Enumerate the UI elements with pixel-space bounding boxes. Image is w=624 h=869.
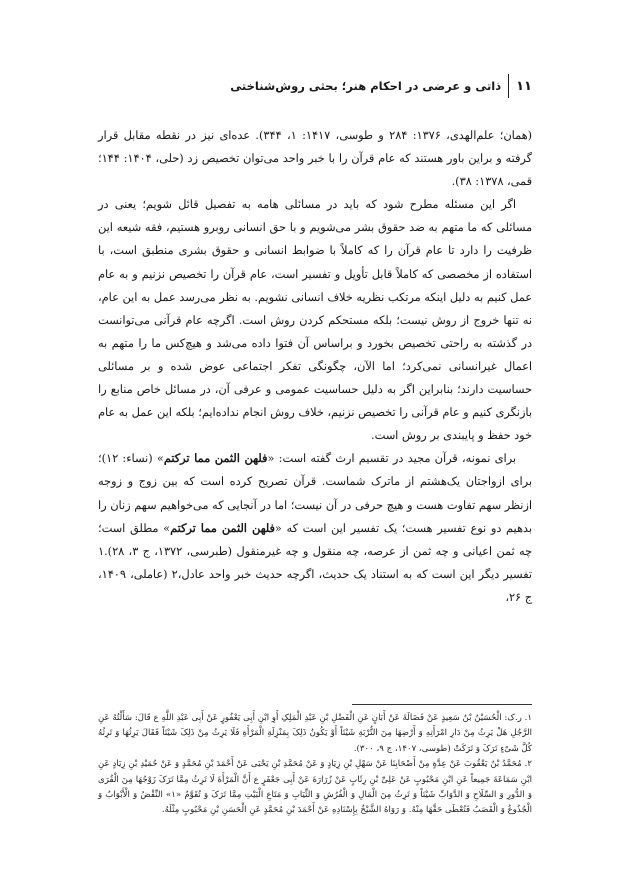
quran-quote-1: فلهن الثمن مما ترکتم [163, 451, 268, 466]
paragraph-2: اگر این مسئله مطرح شود که باید در مسائلی هامه به تفصیل قائل شویم؛ یعنی در مسائلی که ما متهم به ضد حقوق بشر می‌شویم و با حق انسانی روبرو هستیم، فقه شیعه این ظرفیت را دارد تا عام قرآن را که کاملاً با ضوابط انسانی و حقوق بشری منطبق است، با استفاده از مخصصی که کاملاً قابل تأویل و تفسیر است، عام قرآن را تخصیص نزنیم و به عام عمل کنیم به دلیل اینکه مرتکب نظریه خلاف انسانی نشویم. به نظر می‌رسد عمل به این عام، نه تنها خروج از روش نیست؛ بلکه مستحکم کردن روش است. اگرچه عام قرآنی می‌توانست در گذشته به راحتی تخصیص بخورد و براساس آن فتوا داده می‌شد و هیچ‌کس ما را متهم به اعمال غیرانسانی نمی‌کرد؛ اما الآن، چگونگی تفکر اجتماعی عوض شده و بر مسائلی حساسیت دارند؛ بنابراین اگر به دلیل حساسیت عمومی و عرفی آن، در مسائل خاص منابع را بازنگری کنیم و عام قرآنی را تخصیص نزنیم، خلاف روش انجام نداده‌ایم؛ بلکه این عمل به عام خود حفظ و پایبندی بر روش است. [98, 198, 532, 443]
page-number: ۱۱ [516, 78, 532, 94]
quran-quote-2: فلهن الثمن مما ترکتم [170, 520, 275, 535]
footnotes [98, 711, 532, 819]
paragraph-3-text-b: » (نساء: ۱۲)؛ برای ازواجتان یک‌هشتم از ماترک شماست. قرآن تصریح کرده است که بین زوج و زوجه ازنظر سهم تفاوت هست و هیچ حرفی در آن نیست؛ اما در آنجایی که می‌خواهیم سهم زنان را بدهیم دو نوع تفسیر هست؛ یک تفسیر این است که « [98, 452, 532, 535]
footnote-divider [352, 704, 532, 705]
running-header [96, 76, 532, 96]
paragraph-3 [98, 447, 532, 609]
footnote-1: ۱. ر.ک: الْحُسَیْنُ بْنُ سَعِیدٍ عَنْ فَضَالَةَ عَنْ أَبَانٍ عَنِ الْفَضْلِ بْنِ عَبْدِ الْمَلِکِ أَوِ ابْنِ أَبِی یَعْفُورٍ عَنْ أَبِی عَبْدِ اللَّهِ ع قَالَ: سَأَلْتُهُ عَنِ الرَّجُلِ هَلْ یَرِثُ مِنْ دَارِ امْرَأَتِهِ وَ أَرْضِهَا مِنَ التُّرْبَةِ شَیْئاً أَوْ یَکُونُ ذَلِکَ بِمَنْزِلَةِ الْمَرْأَةِ فَلَا یَرِثُ مِنْ ذَلِکَ شَیْئاً فَقَالَ یَرِثُهَا وَ تَرِثُهُ کُلَّ شَیْءٍ تَرَکَ وَ تَرَکَتْ (طوسی، ۱۴۰۷، ج ۹، ۳۰۰). [98, 713, 532, 754]
paragraph-3-text-a: برای نمونه، قرآن مجید در تقسیم ارث گفته است: « [267, 452, 516, 466]
header-separator [508, 74, 509, 98]
paragraph-1: (همان؛ علم‌الهدی، ۱۳۷۶: ۲۸۴ و طوسی، ۱۴۱۷: ۱، ۳۴۴). عده‌ای نیز در نقطه مقابل قرار گرفته و براین باور هستند که عام قرآن را با خبر واحد می‌توان تخصیص زد (حلی، ۱۴۰۴: ۱۴۴؛ قمی، ۱۳۷۸: ۳۸). [98, 129, 532, 189]
running-title: ذاتی و عرضی در احکام هنر؛ بحثی روش‌شناختی [230, 79, 502, 93]
footnote-2: ۲. مُحَمَّدُ بْنُ یَعْقُوبَ عَنْ عِدَّةٍ مِنْ أَصْحَابِنَا عَنْ سَهْلِ بْنِ زِیَادٍ وَ عَنْ مُحَمَّدِ بْنِ یَحْیَى عَنْ أَحْمَدَ بْنِ مُحَمَّدٍ وَ عَنْ حُمَیْدِ بْنِ زِیَادٍ عَنِ ابْنِ سَمَاعَةَ جَمِیعاً عَنِ ابْنِ مَحْبُوبٍ عَنْ عَلِیِّ بْنِ رِئَابٍ عَنْ زُرَارَةَ عَنْ أَبِی جَعْفَرٍ ع أَنَّ الْمَرْأَةَ لَا تَرِثُ مِمَّا تَرَکَ زَوْجُهَا مِنَ الْقُرَى وَ الدُّورِ وَ السِّلَاحِ وَ الدَّوَابِّ شَیْئاً وَ تَرِثُ مِنَ الْمَالِ وَ الْفُرُشِ وَ الثِّیَابِ وَ مَتَاعِ الْبَیْتِ مِمَّا تَرَکَ وَ تُقَوَّمُ «۱» النِّقْضُ وَ الْأَبْوَابُ وَ الْجُذُوعُ وَ الْقَصَبُ فَتُعْطَى حَقَّهَا مِنْهُ. وَ رَوَاهُ الشَّیْخُ بِإِسْنَادِهِ عَنْ أَحْمَدَ بْنِ مُحَمَّدٍ عَنِ الْحَسَنِ بْنِ مَحْبُوبٍ مِثْلَهُ. [98, 759, 532, 816]
main-text [98, 124, 532, 609]
paragraph-3-text-c: » مطلق است؛ چه ثمن اعیانی و چه ثمن از عرصه، چه منقول و چه غیرمنقول (طبرسی، ۱۳۷۲، ج ۳، ۲۸).۱ تفسیر دیگر این است که به استناد یک حدیث، اگرچه حدیث خبر واحد عادل،۲ (عاملی، ۱۴۰۹، ج ۲۶، [98, 521, 533, 604]
